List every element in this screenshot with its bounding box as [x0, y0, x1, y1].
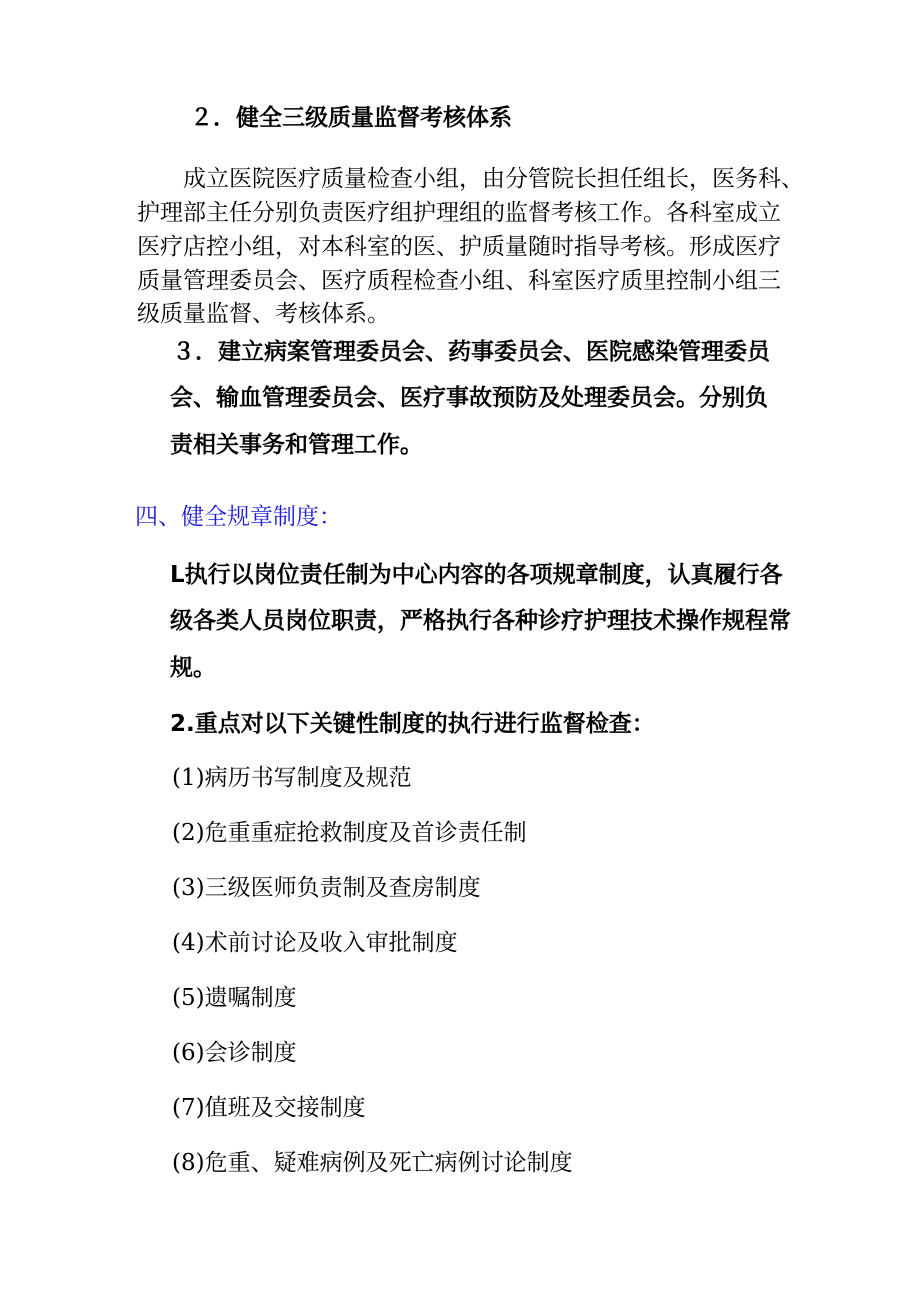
- section-2-para-line-3: 医疗店控小组，对本科室的医、护质量随时指导考核。形成医疗: [137, 234, 781, 260]
- section-2-para-line-1: 成立医院医疗质量检查小组，由分管院长担任组长，医务科、: [183, 166, 804, 192]
- sub-item-7: (7)值班及交接制度: [172, 1095, 366, 1121]
- section-2-para-line-5: 级质量监督、考核体系。: [137, 301, 390, 327]
- sub-item-1: (1)病历书写制度及规范: [172, 765, 412, 791]
- item-2-heading: 2.重点对以下关键性制度的执行进行监督检查：: [170, 711, 655, 737]
- section-3-line-3: 责相关事务和管理工作。: [170, 432, 423, 458]
- sub-item-8: (8)危重、疑难病例及死亡病例讨论制度: [172, 1150, 573, 1176]
- sub-item-4: (4)术前讨论及收入审批制度: [172, 930, 458, 956]
- item-1-line-3: 规。: [170, 655, 216, 681]
- sub-item-5: (5)遗嘱制度: [172, 985, 297, 1011]
- sub-item-3: (3)三级医师负责制及查房制度: [172, 875, 481, 901]
- section-3-line-2: 会、输血管理委员会、医疗事故预防及处理委员会。分别负: [170, 385, 768, 411]
- section-3-line-1: ３．建立病案管理委员会、药事委员会、医院感染管理委员: [172, 339, 770, 365]
- section-2-heading: ２．健全三级质量监督考核体系: [190, 105, 512, 131]
- item-1-line-2: 级各类人员岗位职责，严格执行各种诊疗护理技术操作规程常: [170, 608, 791, 634]
- section-2-para-line-4: 质量管理委员会、医疗质程检查小组、科室医疗质里控制小组三: [137, 268, 781, 294]
- section-2-para-line-2: 护理部主任分别负责医疗组护理组的监督考核工作。各科室成立: [137, 200, 781, 226]
- part-4-heading: 四、健全规章制度：: [135, 504, 342, 530]
- sub-item-2: (2)危重重症抢救制度及首诊责任制: [172, 820, 527, 846]
- item-1-line-1: L执行以岗位责任制为中心内容的各项规章制度，认真履行各: [170, 562, 783, 588]
- sub-item-6: (6)会诊制度: [172, 1040, 297, 1066]
